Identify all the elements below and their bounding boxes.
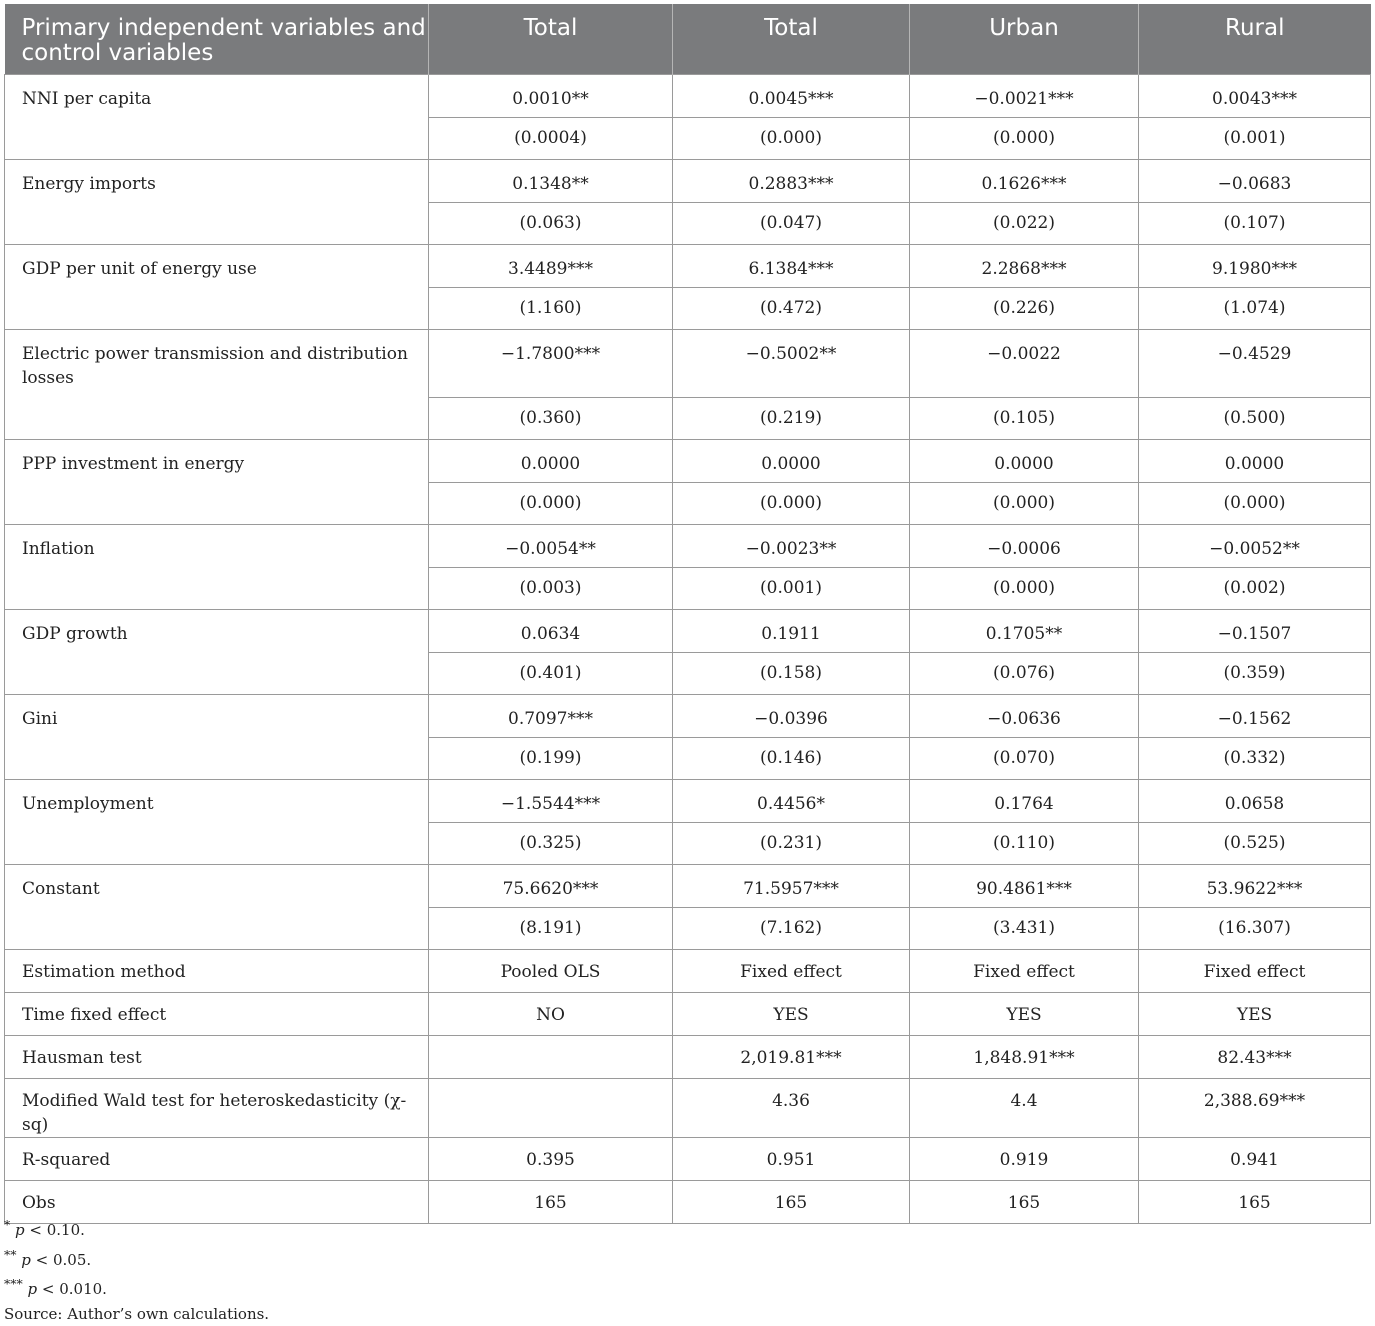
coefficient-cell: 71.5957***: [673, 864, 910, 907]
note-p05: ** p < 0.05.: [4, 1243, 269, 1273]
std-error-cell: (0.000): [429, 482, 673, 524]
std-error-cell: (7.162): [673, 907, 910, 949]
variable-label: Electric power transmission and distribution losses: [5, 329, 429, 439]
variable-label: Constant: [5, 864, 429, 949]
coefficient-cell: 0.0010**: [429, 74, 673, 117]
stat-value-cell: 165: [673, 1180, 910, 1223]
table-notes: [4, 1213, 269, 1326]
stat-value-cell: 165: [910, 1180, 1139, 1223]
std-error-cell: (0.000): [910, 567, 1139, 609]
std-error-cell: (0.000): [910, 117, 1139, 159]
std-error-cell: (0.070): [910, 737, 1139, 779]
table-row: [5, 329, 1371, 397]
std-error-cell: (1.160): [429, 287, 673, 329]
stat-label: Time fixed effect: [5, 992, 429, 1035]
header-col-1: Total: [429, 4, 673, 74]
stat-value-cell: Fixed effect: [673, 949, 910, 992]
coefficient-cell: −0.0054**: [429, 524, 673, 567]
source-note: Source: Author’s own calculations.: [4, 1302, 269, 1326]
std-error-cell: (0.360): [429, 397, 673, 439]
coefficient-cell: 53.9622***: [1139, 864, 1371, 907]
stat-value-cell: YES: [1139, 992, 1371, 1035]
header-col-2: Total: [673, 4, 910, 74]
table-row: [5, 159, 1371, 202]
coefficient-cell: 0.0634: [429, 609, 673, 652]
variable-label: Inflation: [5, 524, 429, 609]
std-error-cell: (0.047): [673, 202, 910, 244]
stat-value-cell: 165: [1139, 1180, 1371, 1223]
table-body: [5, 74, 1371, 1223]
stat-value-cell: Fixed effect: [910, 949, 1139, 992]
table-row: [5, 74, 1371, 117]
stat-value-cell: 2,388.69***: [1139, 1078, 1371, 1137]
std-error-cell: (0.472): [673, 287, 910, 329]
coefficient-cell: 9.1980***: [1139, 244, 1371, 287]
note-p10: * p < 0.10.: [4, 1213, 269, 1243]
coefficient-cell: 0.0000: [429, 439, 673, 482]
std-error-cell: (3.431): [910, 907, 1139, 949]
variable-label: GDP per unit of energy use: [5, 244, 429, 329]
std-error-cell: (0.226): [910, 287, 1139, 329]
variable-label: Unemployment: [5, 779, 429, 864]
coefficient-cell: −0.0683: [1139, 159, 1371, 202]
coefficient-cell: 3.4489***: [429, 244, 673, 287]
coefficient-cell: −0.1507: [1139, 609, 1371, 652]
stat-value-cell: 0.919: [910, 1137, 1139, 1180]
coefficient-cell: 90.4861***: [910, 864, 1139, 907]
coefficient-cell: −0.1562: [1139, 694, 1371, 737]
table-row: [5, 609, 1371, 652]
stat-value-cell: NO: [429, 992, 673, 1035]
coefficient-cell: 75.6620***: [429, 864, 673, 907]
table-row: [5, 694, 1371, 737]
stat-value-cell: [429, 1035, 673, 1078]
coefficient-cell: −0.0052**: [1139, 524, 1371, 567]
std-error-cell: (0.076): [910, 652, 1139, 694]
coefficient-cell: 0.1764: [910, 779, 1139, 822]
std-error-cell: (0.002): [1139, 567, 1371, 609]
coefficient-cell: 2.2868***: [910, 244, 1139, 287]
table-row: [5, 524, 1371, 567]
variable-label: Gini: [5, 694, 429, 779]
coefficient-cell: 0.1348**: [429, 159, 673, 202]
coefficient-cell: 0.0043***: [1139, 74, 1371, 117]
std-error-cell: (0.0004): [429, 117, 673, 159]
std-error-cell: (0.000): [673, 482, 910, 524]
table-row: [5, 779, 1371, 822]
coefficient-cell: 6.1384***: [673, 244, 910, 287]
std-error-cell: (0.359): [1139, 652, 1371, 694]
std-error-cell: (1.074): [1139, 287, 1371, 329]
table-row: [5, 1035, 1371, 1078]
stat-value-cell: 4.36: [673, 1078, 910, 1137]
stat-value-cell: 82.43***: [1139, 1035, 1371, 1078]
stat-value-cell: 0.951: [673, 1137, 910, 1180]
stat-value-cell: 4.4: [910, 1078, 1139, 1137]
stat-label: Modified Wald test for heteroskedasticity (χ-sq): [5, 1078, 429, 1137]
coefficient-cell: 0.1626***: [910, 159, 1139, 202]
coefficient-cell: 0.7097***: [429, 694, 673, 737]
std-error-cell: (0.110): [910, 822, 1139, 864]
std-error-cell: (0.199): [429, 737, 673, 779]
variable-label: GDP growth: [5, 609, 429, 694]
note-p010: *** p < 0.010.: [4, 1272, 269, 1302]
stat-label: Obs: [5, 1180, 429, 1223]
stat-value-cell: Fixed effect: [1139, 949, 1371, 992]
coefficient-cell: 0.0658: [1139, 779, 1371, 822]
std-error-cell: (0.105): [910, 397, 1139, 439]
stat-value-cell: 0.395: [429, 1137, 673, 1180]
coefficient-cell: −0.4529: [1139, 329, 1371, 397]
table-row: [5, 949, 1371, 992]
coefficient-cell: −0.0396: [673, 694, 910, 737]
coefficient-cell: 0.0000: [910, 439, 1139, 482]
std-error-cell: (0.219): [673, 397, 910, 439]
coefficient-cell: 0.0045***: [673, 74, 910, 117]
stat-value-cell: YES: [673, 992, 910, 1035]
stat-label: R-squared: [5, 1137, 429, 1180]
coefficient-cell: −1.7800***: [429, 329, 673, 397]
table-row: [5, 864, 1371, 907]
std-error-cell: (0.001): [1139, 117, 1371, 159]
stat-value-cell: 1,848.91***: [910, 1035, 1139, 1078]
std-error-cell: (0.000): [1139, 482, 1371, 524]
coefficient-cell: 0.2883***: [673, 159, 910, 202]
std-error-cell: (0.401): [429, 652, 673, 694]
std-error-cell: (0.231): [673, 822, 910, 864]
coefficient-cell: −0.0636: [910, 694, 1139, 737]
std-error-cell: (16.307): [1139, 907, 1371, 949]
std-error-cell: (0.000): [910, 482, 1139, 524]
stat-label: Hausman test: [5, 1035, 429, 1078]
variable-label: Energy imports: [5, 159, 429, 244]
stat-value-cell: 0.941: [1139, 1137, 1371, 1180]
table-row: [5, 244, 1371, 287]
variable-label: PPP investment in energy: [5, 439, 429, 524]
std-error-cell: (0.525): [1139, 822, 1371, 864]
header-label: Primary independent variables and control variables: [5, 4, 429, 74]
std-error-cell: (0.332): [1139, 737, 1371, 779]
coefficient-cell: −1.5544***: [429, 779, 673, 822]
std-error-cell: (0.003): [429, 567, 673, 609]
table-row: [5, 1137, 1371, 1180]
stat-value-cell: Pooled OLS: [429, 949, 673, 992]
coefficient-cell: 0.4456*: [673, 779, 910, 822]
std-error-cell: (0.158): [673, 652, 910, 694]
table-row: [5, 992, 1371, 1035]
stat-label: Estimation method: [5, 949, 429, 992]
table-row: [5, 439, 1371, 482]
coefficient-cell: −0.0023**: [673, 524, 910, 567]
table-header: [5, 4, 1371, 74]
std-error-cell: (0.146): [673, 737, 910, 779]
coefficient-cell: 0.0000: [1139, 439, 1371, 482]
variable-label: NNI per capita: [5, 74, 429, 159]
std-error-cell: (0.022): [910, 202, 1139, 244]
std-error-cell: (0.500): [1139, 397, 1371, 439]
stat-value-cell: YES: [910, 992, 1139, 1035]
std-error-cell: (8.191): [429, 907, 673, 949]
coefficient-cell: 0.1705**: [910, 609, 1139, 652]
coefficient-cell: 0.1911: [673, 609, 910, 652]
std-error-cell: (0.001): [673, 567, 910, 609]
header-col-4: Rural: [1139, 4, 1371, 74]
coefficient-cell: −0.0022: [910, 329, 1139, 397]
coefficient-cell: 0.0000: [673, 439, 910, 482]
coefficient-cell: −0.5002**: [673, 329, 910, 397]
stat-value-cell: 165: [429, 1180, 673, 1223]
coefficient-cell: −0.0021***: [910, 74, 1139, 117]
header-col-3: Urban: [910, 4, 1139, 74]
table-row: [5, 1078, 1371, 1137]
stat-value-cell: [429, 1078, 673, 1137]
std-error-cell: (0.000): [673, 117, 910, 159]
std-error-cell: (0.107): [1139, 202, 1371, 244]
std-error-cell: (0.325): [429, 822, 673, 864]
stat-value-cell: 2,019.81***: [673, 1035, 910, 1078]
std-error-cell: (0.063): [429, 202, 673, 244]
regression-table: [4, 4, 1371, 1224]
coefficient-cell: −0.0006: [910, 524, 1139, 567]
